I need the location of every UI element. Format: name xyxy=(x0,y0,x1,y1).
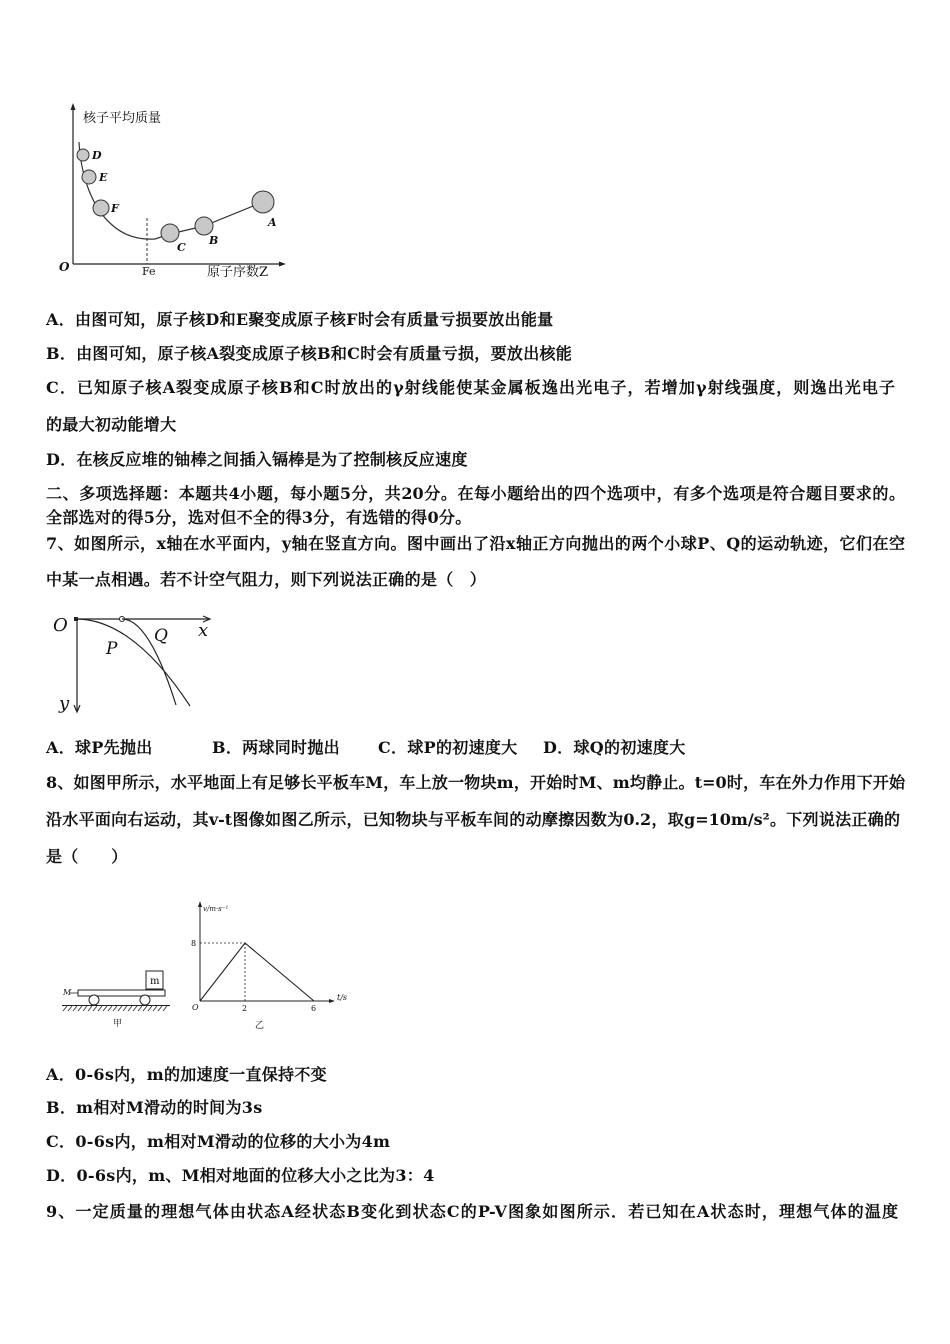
nucleon-mass-figure xyxy=(55,100,290,285)
nucleus-a xyxy=(252,191,274,213)
q6-option-c-line1: C．已知原子核A裂变成原子核B和C时放出的γ射线能使某金属板逸出光电子，若增加γ射线强度，则逸出光电子 xyxy=(46,378,895,397)
figure-yi-caption: 乙 xyxy=(255,1021,265,1031)
vt-curve xyxy=(200,943,314,1001)
q7-option-a: A．球P先抛出 xyxy=(46,738,153,757)
nucleus-d xyxy=(77,149,89,161)
trajectory-p xyxy=(76,619,190,706)
q8-option-d: D．0-6s内，m、M相对地面的位移大小之比为3：4 xyxy=(46,1166,435,1185)
y-axis-label: y xyxy=(59,693,70,714)
vt-t-tick-6: 6 xyxy=(311,1004,317,1013)
curve-p-label: P xyxy=(106,639,118,659)
q6-option-a: A．由图可知，原子核D和E聚变成原子核F时会有质量亏损要放出能量 xyxy=(46,310,554,329)
cart-board xyxy=(78,990,165,996)
point-label-a: A xyxy=(268,216,277,229)
fe-tick-label: Fe xyxy=(142,265,156,278)
x-axis-arrow xyxy=(279,262,286,267)
figure-jia-caption: 甲 xyxy=(113,1019,123,1029)
point-label-d: D xyxy=(92,149,102,162)
cart-wheel-left xyxy=(89,995,99,1005)
y-axis-arrow xyxy=(71,103,76,110)
point-label-f: F xyxy=(111,202,119,215)
vt-origin-label: O xyxy=(192,1003,199,1012)
ground-hatch xyxy=(63,1006,167,1011)
nucleus-b xyxy=(195,217,213,235)
q7-option-d: D．球Q的初速度大 xyxy=(543,738,686,757)
x-axis-label: x xyxy=(198,620,209,641)
nucleus-e xyxy=(82,170,96,184)
projectile-figure xyxy=(50,606,220,718)
curve-q-label: Q xyxy=(154,626,168,646)
vt-t-tick-2: 2 xyxy=(242,1004,248,1013)
vt-v-tick: 8 xyxy=(191,939,197,948)
point-label-b: B xyxy=(209,234,219,247)
vt-x-axis-label: t/s xyxy=(337,993,348,1002)
point-label-c: C xyxy=(177,241,186,254)
y-axis-label: 核子平均质量 xyxy=(83,111,162,126)
block-label: m xyxy=(150,976,160,987)
q7-option-b: B．两球同时抛出 xyxy=(212,738,340,757)
q6-option-c-line2: 的最大初动能增大 xyxy=(46,415,177,434)
q7-stem-line2: 中某一点相遇。若不计空气阻力，则下列说法正确的是（ ） xyxy=(46,570,487,589)
section2-heading-line1: 二、多项选择题：本题共4小题，每小题5分，共20分。在每小题给出的四个选项中，有多个选项是符合题目要求的。 xyxy=(46,484,905,503)
nucleus-f xyxy=(93,200,109,216)
q6-option-d: D．在核反应堆的铀棒之间插入镉棒是为了控制核反应速度 xyxy=(46,450,468,469)
origin-label: O xyxy=(53,615,68,636)
q8-option-a: A．0-6s内，m的加速度一直保持不变 xyxy=(46,1065,327,1084)
section2-heading-line2: 全部选对的得5分，选对但不全的得3分，有选错的得0分。 xyxy=(46,508,472,527)
cart-wheel-right xyxy=(140,995,150,1005)
q8-stem-line1: 8、如图甲所示，水平地面上有足够长平板车M，车上放一物块m，开始时M、m均静止。t=0时，车在外力作用下开始 xyxy=(46,773,905,792)
nucleus-c xyxy=(161,224,179,242)
x-axis-label: 原子序数Z xyxy=(207,265,269,280)
q8-stem-line3: 是（ ） xyxy=(46,847,128,866)
q7-option-c: C．球P的初速度大 xyxy=(378,738,518,757)
point-label-e: E xyxy=(99,171,108,184)
origin-label: O xyxy=(59,260,70,274)
q6-option-b: B．由图可知，原子核A裂变成原子核B和C时会有质量亏损，要放出核能 xyxy=(46,344,573,363)
q8-stem-line2: 沿水平面向右运动，其v-t图像如图乙所示，已知物块与平板车间的动摩擦因数为0.2，取g=10m/s²。下列说法正确的 xyxy=(46,810,900,829)
q8-option-c: C．0-6s内，m相对M滑动的位移的大小为4m xyxy=(46,1132,391,1151)
vt-y-axis-arrow xyxy=(198,901,202,907)
q8-option-b: B．m相对M滑动的时间为3s xyxy=(46,1098,263,1117)
q7-stem-line1: 7、如图所示，x轴在水平面内，y轴在竖直方向。图中画出了沿x轴正方向抛出的两个小球P、Q的运动轨迹，它们在空 xyxy=(46,534,905,553)
vt-y-axis-label: v/m·s⁻¹ xyxy=(203,905,229,913)
cart-and-vt-figure xyxy=(58,898,358,1033)
q9-stem: 9、一定质量的理想气体由状态A经状态B变化到状态C的P-V图象如图所示．若已知在A状态时，理想气体的温度 xyxy=(46,1202,898,1221)
vt-x-axis-arrow xyxy=(329,999,335,1003)
cart-label: M xyxy=(63,988,72,997)
